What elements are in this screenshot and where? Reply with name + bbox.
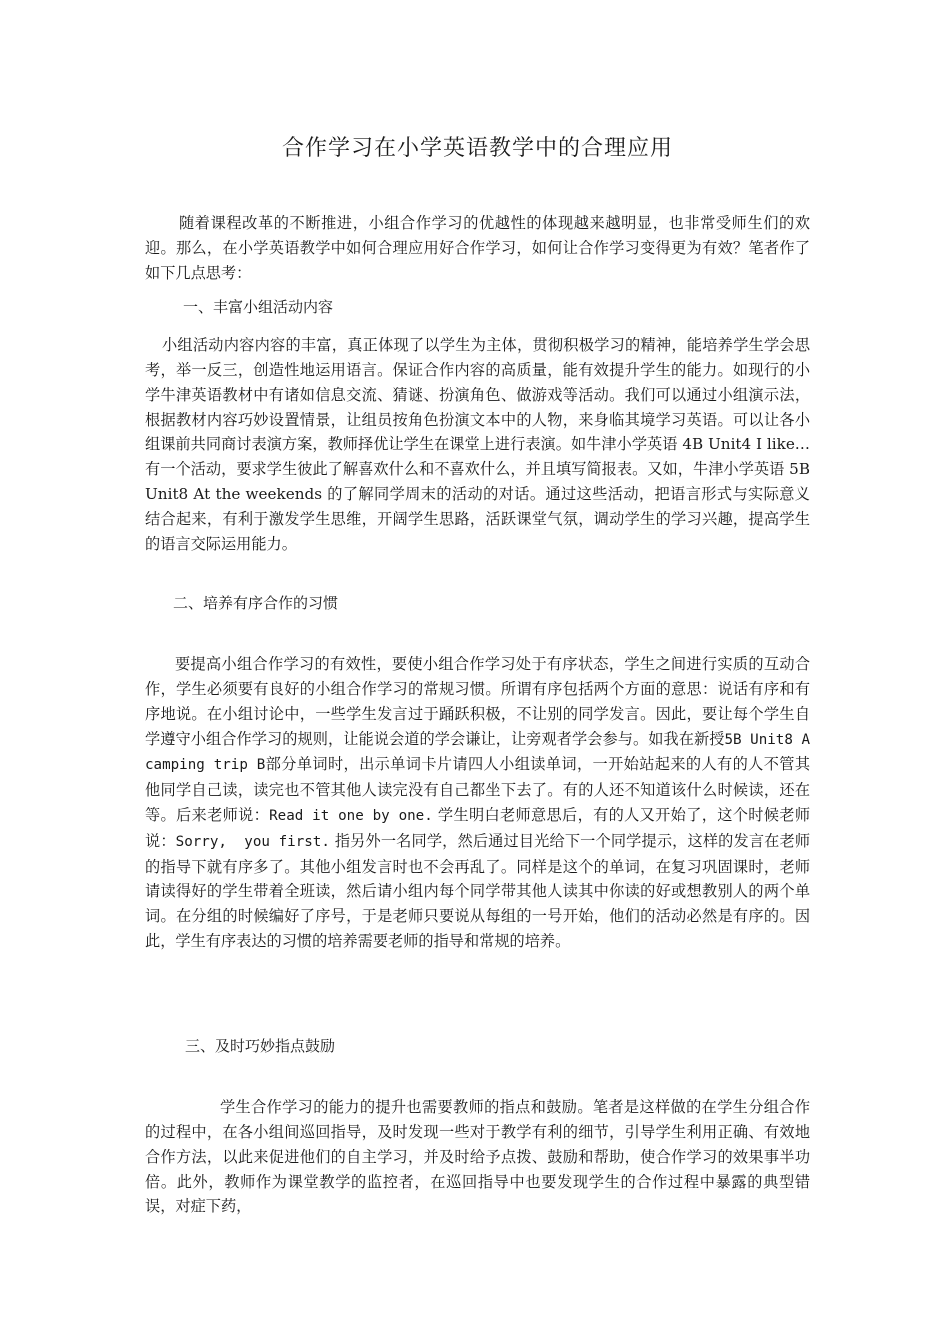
section-3-heading: 三、及时巧妙指点鼓励 bbox=[185, 1037, 336, 1055]
section-3-paragraph: 学生合作学习的能力的提升也需要教师的指点和鼓励。笔者是这样做的在学生分组合作的过程中，在各小组间巡回指导，及时发现一些对于教学有利的细节，引导学生利用正确、有效地合作方法，以此来促进他们的自主学习，并及时给予点拨、鼓励和帮助，使合作学习的效果事半功倍。此外，教师作为课堂教学的监控者，在巡回指导中也要发现学生的合作过程中暴露的典型错误，对症下药， bbox=[145, 1098, 810, 1216]
section-2-text-part-1: 要提高小组合作学习的有效性，要使小组合作学习处于有序状态，学生之间进行实质的互动合作，学生必须要有良好的小组合作学习的常规习惯。所谓有序包括两个方面的意思：说话有序和有序地说。在小组讨论中，一些学生发言过于踊跃积极，不让别的同学发言。因此，要让每个学生自学遵守小组合作学习的规则，让能说会道的学会谦让，让旁观者学会参与。如我在新授 bbox=[145, 655, 810, 748]
section-1-paragraph: 小组活动内容内容的丰富，真正体现了以学生为主体，贯彻积极学习的精神，能培养学生学会思考，举一反三，创造性地运用语言。保证合作内容的高质量，能有效提升学生的能力。如现行的小学牛津英语教材中有诸如信息交流、猜谜、扮演角色、做游戏等活动。我们可以通过小组演示法，根据教材内容巧妙设置情景，让组员按角色扮演文本中的人物，来身临其境学习英语。可以让各小组课前共同商讨表演方案，教师择优让学生在课堂上进行表演。如牛津小学英语 4B Unit4 I like…有一个活动，要求学生彼此了解喜欢什么和不喜欢什么，并且填写简报表。又如，牛津小学英语 5BUnit8 At the weekends 的了解同学周末的活动的对话。通过这些活动，把语言形式与实际意义结合起来，有利于激发学生思维，开阔学生思路，活跃课堂气氛，调动学生的学习兴趣，提高学生的语言交际运用能力。 bbox=[145, 336, 810, 553]
section-1-heading: 一、丰富小组活动内容 bbox=[183, 298, 334, 316]
section-2-english-phrase-3: Sorry, you first. bbox=[175, 833, 330, 850]
intro-paragraph: 随着课程改革的不断推进，小组合作学习的优越性的体现越来越明显，也非常受师生们的欢迎。那么，在小学英语教学中如何合理应用好合作学习，如何让合作学习变得更为有效？笔者作了如下几点思考： bbox=[145, 214, 810, 282]
document-title: 合作学习在小学英语教学中的合理应用 bbox=[281, 136, 673, 161]
section-2-text-part-3: 学生明白老师意思后，有的人又开始了，这个时候老师说： bbox=[145, 805, 811, 850]
section-2-english-phrase-2: Read it one by one. bbox=[269, 807, 433, 824]
section-2-text-part-4: 指另外一名同学，然后通过目光给下一个同学提示，这样的发言在老师的指导下就有序多了。其他小组发言时也不会再乱了。同样是这个的单词，在复习巩固课时，老师请读得好的学生带着全班读，然后请小组内每个同学带其他人读其中你读的好或想教别人的两个单词。在分组的时候编好了序号，于是老师只要说从每组的一号开始，他们的活动必然是有序的。因此，学生有序表达的习惯的培养需要老师的指导和常规的培养。 bbox=[145, 831, 811, 950]
section-2-heading: 二、培养有序合作的习惯 bbox=[173, 594, 339, 612]
section-2-text-part-2: 部分单词时，出示单词卡片请四人小组读单词，一开始站起来的人有的人不管其他同学自己读，读完也不管其他人读完没有自己都坐下去了。有的人还不知道该什么时候读，还在等。后来老师说： bbox=[145, 755, 811, 824]
section-2-english-phrase-1: 5B Unit8 A camping trip B bbox=[145, 731, 811, 774]
section-2-paragraph bbox=[145, 652, 810, 954]
